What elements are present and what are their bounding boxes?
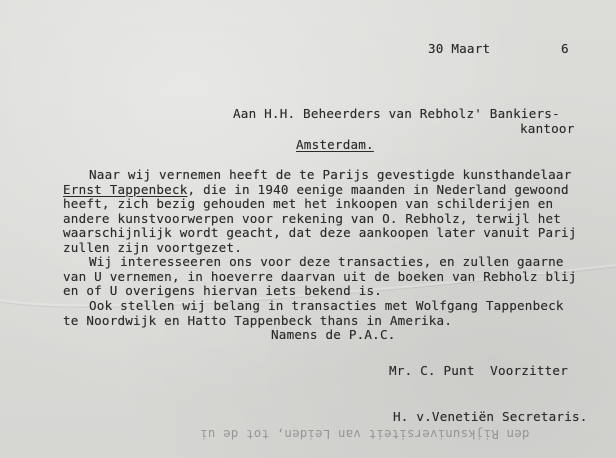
body-line-5: waarschijnlijk wordt geacht, dat deze aankoopen later vanuit Parij [63, 225, 577, 240]
body-line-11: te Noordwijk en Hatto Tappenbeck thans in Amerika. [63, 313, 453, 328]
body-line-12: Namens de P.A.C. [271, 327, 396, 342]
body-line-8: van U vernemen, in hoeverre daarvan uit de boeken van Rebholz blij [63, 269, 577, 284]
date-year: 6 [561, 41, 569, 56]
body-line-3: heeft, zich bezig gehouden met het inkoopen van schilderijen en [63, 196, 554, 211]
body-line-6: zullen zijn voortgezet. [63, 240, 242, 255]
date-day-month: 30 Maart [428, 41, 491, 56]
bleed-through-text: den Rijksuniversiteit van Leiden, tot de ui [200, 427, 530, 442]
body-line-2-text: , die in 1940 eenige maanden in Nederland gewoond [187, 182, 569, 197]
underlined-name: Ernst Tappenbeck [63, 182, 188, 197]
addressee-line-1: Aan H.H. Beheerders van Rebholz' Bankiers- [233, 106, 560, 121]
body-line-4: andere kunstvoorwerpen voor rekening van O. Rebholz, terwijl het [63, 211, 562, 226]
addressee-city: Amsterdam. [296, 137, 374, 152]
addressee-line-2: kantoor [520, 121, 575, 136]
body-line-1: Naar wij vernemen heeft de te Parijs gevestigde kunsthandelaar [89, 167, 572, 182]
body-line-9: en of U overigens hiervan iets bekend is. [63, 283, 383, 298]
signature-secretary: H. v.Venetiën Secretaris. [393, 409, 588, 424]
signature-chair: Mr. C. Punt Voorzitter [389, 363, 568, 378]
body-line-2 [63, 183, 569, 197]
body-line-10: Ook stellen wij belang in transacties met Wolfgang Tappenbeck [89, 298, 564, 313]
body-line-7: Wij interesseeren ons voor deze transacties, en zullen gaarne [89, 254, 564, 269]
